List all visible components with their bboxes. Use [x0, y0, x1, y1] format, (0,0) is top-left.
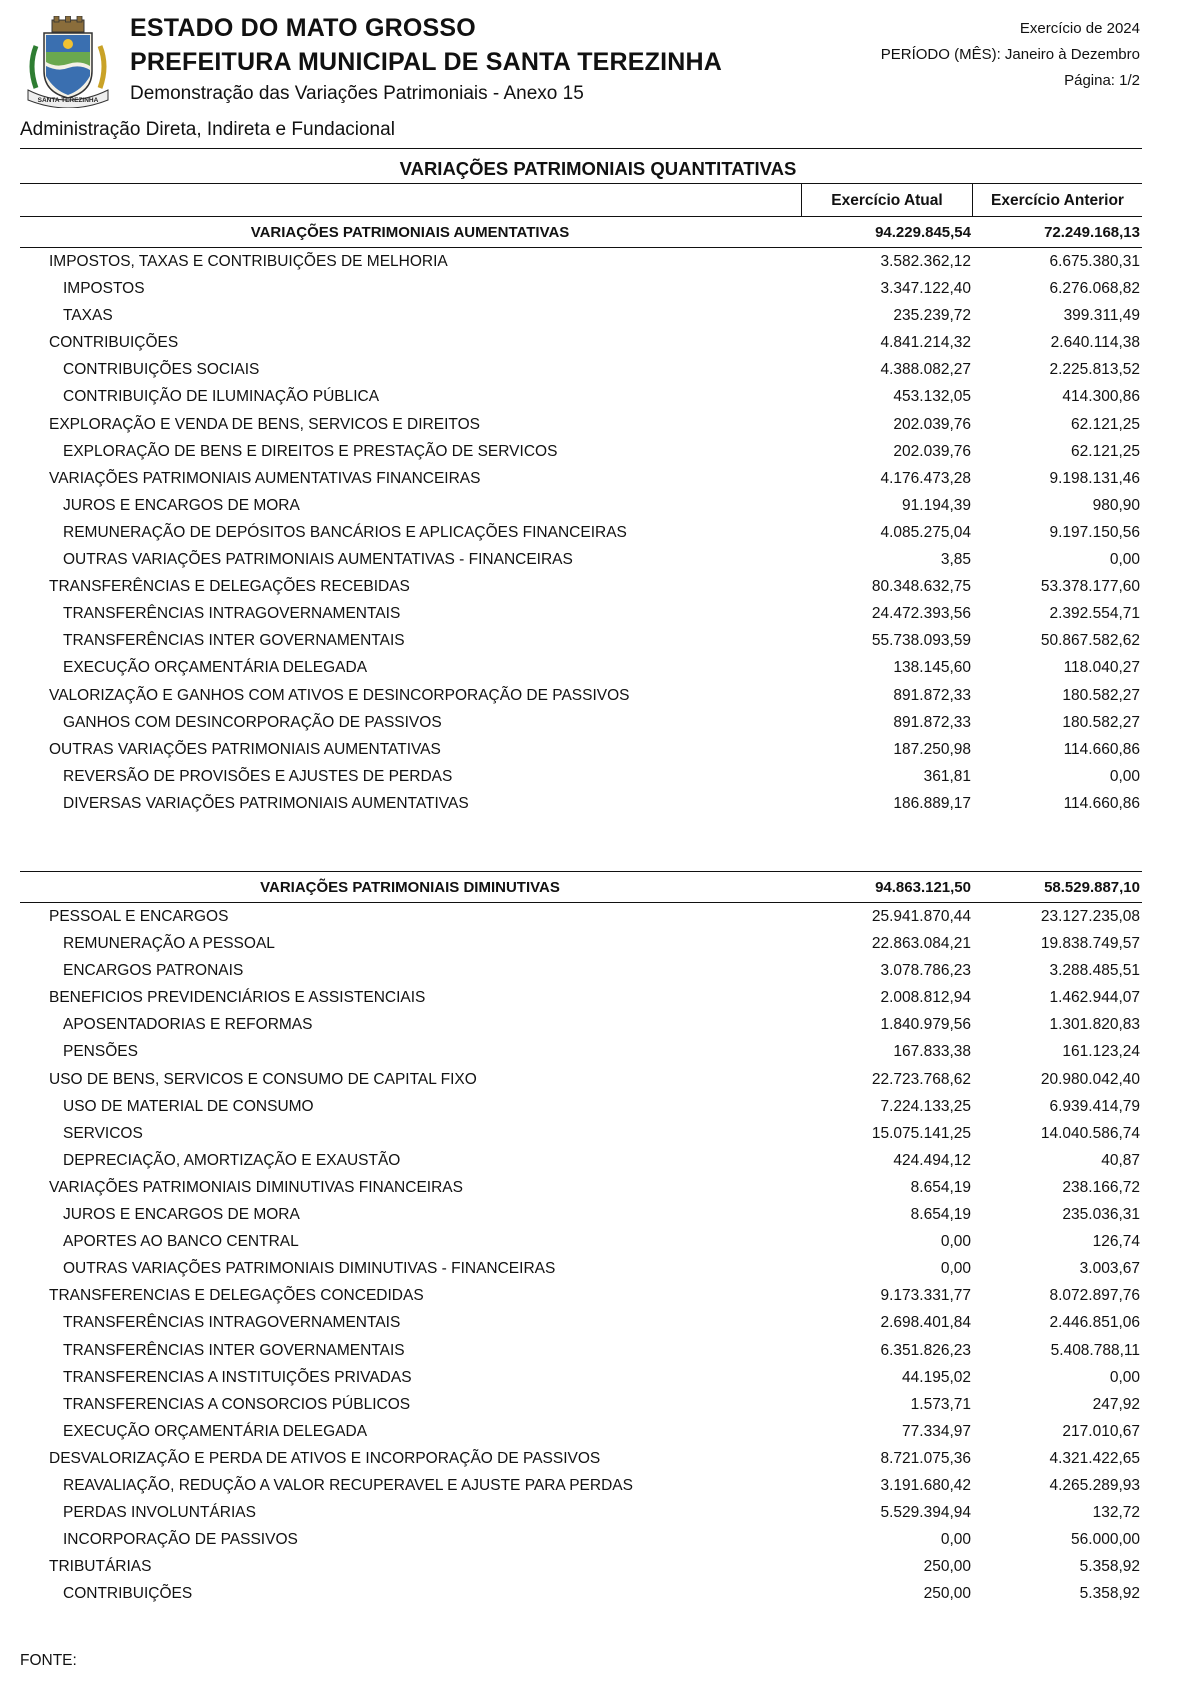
- row-previous-value: 6.675.380,31: [1049, 253, 1140, 270]
- row-previous-value: 126,74: [1092, 1233, 1140, 1251]
- table-row: [20, 1175, 1142, 1202]
- row-previous-value: 180.582,27: [1062, 686, 1140, 704]
- row-previous-value: 6.939.414,79: [1049, 1097, 1140, 1115]
- row-current-value: 891.872,33: [893, 686, 971, 704]
- table-row: [20, 628, 1142, 655]
- state-title: ESTADO DO MATO GROSSO: [130, 14, 476, 42]
- row-current-value: 22.723.768,62: [871, 1070, 971, 1088]
- row-current-value: 2.698.401,84: [880, 1314, 971, 1332]
- row-label: DEPRECIAÇÃO, AMORTIZAÇÃO E EXAUSTÃO: [63, 1151, 401, 1169]
- row-label: REVERSÃO DE PROVISÕES E AJUSTES DE PERDAS: [63, 767, 453, 785]
- row-current-value: 6.351.826,23: [880, 1341, 971, 1359]
- table-row: [20, 985, 1142, 1012]
- row-previous-value: 5.358,92: [1079, 1558, 1140, 1576]
- row-label: TRANSFERENCIAS A CONSORCIOS PÚBLICOS: [63, 1395, 411, 1413]
- table-row: [20, 1012, 1142, 1039]
- row-previous-value: 247,92: [1092, 1395, 1140, 1413]
- table-row: [20, 601, 1142, 628]
- row-current-value: 55.738.093,59: [871, 632, 971, 650]
- table-row: [20, 1094, 1142, 1121]
- table-row: [20, 276, 1142, 303]
- row-label: BENEFICIOS PREVIDENCIÁRIOS E ASSISTENCIAIS: [49, 989, 426, 1007]
- row-label: CONTRIBUIÇÕES: [63, 1585, 193, 1603]
- row-current-value: 0,00: [940, 1260, 971, 1278]
- row-label: TRANSFERÊNCIAS INTER GOVERNAMENTAIS: [63, 632, 405, 650]
- row-previous-value: 235.036,31: [1062, 1206, 1140, 1224]
- row-current-value: 5.529.394,94: [880, 1504, 971, 1522]
- table-row: [20, 764, 1142, 791]
- group-title: VARIAÇÕES PATRIMONIAIS DIMINUTIVAS: [260, 879, 560, 896]
- row-previous-value: 40,87: [1101, 1151, 1140, 1169]
- row-current-value: 202.039,76: [893, 415, 971, 433]
- row-previous-value: 2.446.851,06: [1049, 1314, 1140, 1332]
- table-row: [20, 1419, 1142, 1446]
- row-label: REMUNERAÇÃO A PESSOAL: [63, 935, 275, 953]
- row-previous-value: 132,72: [1092, 1504, 1140, 1522]
- row-label: ENCARGOS PATRONAIS: [63, 962, 244, 980]
- table-row: [20, 1446, 1142, 1473]
- table-row: [20, 683, 1142, 710]
- municipality-title: PREFEITURA MUNICIPAL DE SANTA TEREZINHA: [130, 48, 723, 76]
- row-previous-value: 4.321.422,65: [1049, 1449, 1140, 1467]
- row-label: VARIAÇÕES PATRIMONIAIS DIMINUTIVAS FINANCEIRAS: [49, 1178, 463, 1196]
- row-previous-value: 62.121,25: [1071, 442, 1140, 460]
- row-previous-value: 14.040.586,74: [1040, 1124, 1140, 1142]
- group-aumentativas-total: [20, 216, 1142, 247]
- row-previous-value: 53.378.177,60: [1040, 578, 1140, 596]
- table-row: [20, 791, 1142, 818]
- row-current-value: 3.347.122,40: [880, 280, 971, 298]
- row-label: APOSENTADORIAS E REFORMAS: [63, 1016, 313, 1034]
- row-current-value: 1.840.979,56: [880, 1016, 971, 1034]
- row-previous-value: 1.462.944,07: [1049, 989, 1140, 1007]
- row-current-value: 8.654,19: [910, 1178, 971, 1196]
- row-current-value: 8.654,19: [910, 1206, 971, 1224]
- row-current-value: 3.191.680,42: [880, 1476, 971, 1494]
- row-label: OUTRAS VARIAÇÕES PATRIMONIAIS AUMENTATIVAS - FINANCEIRAS: [63, 551, 573, 569]
- row-current-value: 80.348.632,75: [871, 578, 971, 596]
- row-label: PENSÕES: [63, 1043, 138, 1061]
- table-row: [20, 1067, 1142, 1094]
- row-current-value: 7.224.133,25: [880, 1097, 971, 1115]
- row-previous-value: 114.660,86: [1063, 740, 1140, 758]
- table-row: [20, 574, 1142, 601]
- table-row: [20, 1310, 1142, 1337]
- row-current-value: 3,85: [940, 551, 971, 569]
- row-label: EXPLORAÇÃO DE BENS E DIREITOS E PRESTAÇÃO DE SERVICOS: [63, 442, 558, 460]
- report-page: [20, 0, 1142, 1684]
- divider-top: [20, 148, 1142, 149]
- group-current-total: 94.229.845,54: [875, 224, 971, 241]
- row-label: CONTRIBUIÇÕES: [49, 334, 179, 352]
- row-current-value: 44.195,02: [902, 1368, 971, 1386]
- row-previous-value: 50.867.582,62: [1040, 632, 1140, 650]
- group-title: VARIAÇÕES PATRIMONIAIS AUMENTATIVAS: [250, 224, 570, 241]
- row-current-value: 453.132,05: [893, 388, 971, 406]
- row-current-value: 15.075.141,25: [871, 1124, 971, 1142]
- row-label: VALORIZAÇÃO E GANHOS COM ATIVOS E DESINCORPORAÇÃO DE PASSIVOS: [49, 686, 630, 704]
- row-label: DESVALORIZAÇÃO E PERDA DE ATIVOS E INCORPORAÇÃO DE PASSIVOS: [49, 1449, 601, 1467]
- table-row: [20, 1392, 1142, 1419]
- row-label: CONTRIBUIÇÕES SOCIAIS: [63, 361, 260, 379]
- row-current-value: 22.863.084,21: [871, 935, 971, 953]
- row-previous-value: 56.000,00: [1071, 1531, 1140, 1549]
- row-label: IMPOSTOS: [63, 280, 145, 298]
- row-current-value: 1.573,71: [910, 1395, 971, 1413]
- administration-scope: Administração Direta, Indireta e Fundacional: [20, 119, 395, 140]
- row-current-value: 424.494,12: [893, 1151, 971, 1169]
- row-label: TRANSFERÊNCIAS INTRAGOVERNAMENTAIS: [63, 1314, 401, 1332]
- row-previous-value: 217.010,67: [1062, 1422, 1140, 1440]
- row-label: REMUNERAÇÃO DE DEPÓSITOS BANCÁRIOS E APLICAÇÕES FINANCEIRAS: [63, 523, 627, 541]
- row-previous-value: 161.123,24: [1062, 1043, 1140, 1061]
- row-current-value: 4.085.275,04: [880, 523, 971, 541]
- row-previous-value: 3.288.485,51: [1049, 962, 1140, 980]
- row-label: TAXAS: [63, 307, 113, 325]
- row-label: USO DE BENS, SERVICOS E CONSUMO DE CAPITAL FIXO: [49, 1070, 477, 1088]
- table-row: [20, 412, 1142, 439]
- table-row: [20, 904, 1142, 931]
- table-row: [20, 655, 1142, 682]
- row-label: INCORPORAÇÃO DE PASSIVOS: [63, 1531, 298, 1549]
- row-current-value: 202.039,76: [893, 442, 971, 460]
- row-previous-value: 118.040,27: [1063, 659, 1140, 677]
- row-label: REAVALIAÇÃO, REDUÇÃO A VALOR RECUPERAVEL E AJUSTE PARA PERDAS: [63, 1476, 633, 1494]
- row-label: JUROS E ENCARGOS DE MORA: [63, 1206, 300, 1224]
- aumentativas-rows: [20, 249, 1142, 818]
- row-current-value: 25.941.870,44: [871, 908, 971, 925]
- table-row: [20, 384, 1142, 411]
- table-row: [20, 1365, 1142, 1392]
- row-previous-value: 2.225.813,52: [1049, 361, 1140, 379]
- row-previous-value: 2.640.114,38: [1050, 334, 1140, 352]
- row-current-value: 235.239,72: [893, 307, 971, 325]
- row-label: APORTES AO BANCO CENTRAL: [63, 1233, 299, 1251]
- row-previous-value: 62.121,25: [1071, 415, 1140, 433]
- row-previous-value: 3.003,67: [1079, 1260, 1140, 1278]
- table-row: [20, 1256, 1142, 1283]
- diminutivas-rows: [20, 904, 1142, 1608]
- table-row: [20, 710, 1142, 737]
- exercise-year: Exercício de 2024: [1019, 20, 1140, 37]
- table-row: [20, 1500, 1142, 1527]
- row-label: VARIAÇÕES PATRIMONIAIS AUMENTATIVAS FINANCEIRAS: [49, 469, 481, 487]
- period: PERÍODO (MÊS): Janeiro à Dezembro: [880, 46, 1140, 63]
- row-label: PERDAS INVOLUNTÁRIAS: [63, 1504, 256, 1522]
- table-row: [20, 1202, 1142, 1229]
- table-row: [20, 1121, 1142, 1148]
- row-label: TRANSFERENCIAS A INSTITUIÇÕES PRIVADAS: [63, 1368, 412, 1386]
- row-label: PESSOAL E ENCARGOS: [49, 908, 229, 925]
- table-row: [20, 249, 1142, 276]
- row-current-value: 361,81: [923, 767, 971, 785]
- table-row: [20, 1283, 1142, 1310]
- divider-group-aumentativas: [20, 247, 1142, 248]
- row-current-value: 250,00: [923, 1558, 971, 1576]
- section-title: VARIAÇÕES PATRIMONIAIS QUANTITATIVAS: [399, 158, 797, 179]
- row-current-value: 0,00: [940, 1531, 971, 1549]
- row-previous-value: 114.660,86: [1063, 794, 1140, 812]
- table-row: [20, 1554, 1142, 1581]
- row-label: TRANSFERENCIAS E DELEGAÇÕES CONCEDIDAS: [49, 1287, 424, 1305]
- row-label: EXECUÇÃO ORÇAMENTÁRIA DELEGADA: [63, 659, 368, 677]
- group-previous-total: 58.529.887,10: [1044, 879, 1140, 896]
- table-row: [20, 330, 1142, 357]
- row-label: TRANSFERÊNCIAS INTRAGOVERNAMENTAIS: [63, 605, 401, 623]
- table-row: [20, 520, 1142, 547]
- table-row: [20, 1148, 1142, 1175]
- divider-section: [20, 183, 1142, 184]
- row-label: JUROS E ENCARGOS DE MORA: [63, 496, 300, 514]
- table-row: [20, 493, 1142, 520]
- row-previous-value: 4.265.289,93: [1049, 1476, 1140, 1494]
- row-label: CONTRIBUIÇÃO DE ILUMINAÇÃO PÚBLICA: [63, 388, 380, 406]
- row-current-value: 0,00: [940, 1233, 971, 1251]
- divider-group-diminutivas: [20, 902, 1142, 903]
- row-current-value: 4.841.214,32: [880, 334, 971, 352]
- column-header-current: Exercício Atual: [831, 192, 943, 209]
- logo-ribbon-text: SANTA TEREZINHA: [37, 97, 99, 104]
- row-current-value: 4.176.473,28: [880, 469, 971, 487]
- row-current-value: 138.145,60: [893, 659, 971, 677]
- row-previous-value: 0,00: [1109, 767, 1140, 785]
- row-previous-value: 1.301.820,83: [1049, 1016, 1140, 1034]
- row-previous-value: 8.072.897,76: [1049, 1287, 1140, 1305]
- row-current-value: 3.582.362,12: [880, 253, 971, 270]
- coat-of-arms-logo: [22, 16, 114, 108]
- row-previous-value: 0,00: [1109, 551, 1140, 569]
- row-previous-value: 238.166,72: [1062, 1178, 1140, 1196]
- row-current-value: 3.078.786,23: [880, 962, 971, 980]
- table-row: [20, 1473, 1142, 1500]
- page-number: Página: 1/2: [1064, 72, 1140, 89]
- table-row: [20, 357, 1142, 384]
- row-label: EXPLORAÇÃO E VENDA DE BENS, SERVICOS E DIREITOS: [49, 415, 480, 433]
- row-current-value: 9.173.331,77: [880, 1287, 971, 1305]
- table-row: [20, 1338, 1142, 1365]
- group-current-total: 94.863.121,50: [875, 879, 971, 896]
- row-current-value: 91.194,39: [902, 496, 971, 514]
- row-label: USO DE MATERIAL DE CONSUMO: [63, 1097, 314, 1115]
- table-row: [20, 958, 1142, 985]
- row-label: OUTRAS VARIAÇÕES PATRIMONIAIS AUMENTATIVAS: [49, 740, 441, 758]
- row-previous-value: 399.311,49: [1063, 307, 1140, 325]
- row-current-value: 167.833,38: [893, 1043, 971, 1061]
- row-previous-value: 414.300,86: [1062, 388, 1140, 406]
- row-current-value: 24.472.393,56: [871, 605, 971, 623]
- row-current-value: 77.334,97: [902, 1422, 971, 1440]
- table-row: [20, 737, 1142, 764]
- row-previous-value: 20.980.042,40: [1040, 1070, 1140, 1088]
- row-previous-value: 23.127.235,08: [1040, 908, 1140, 925]
- row-label: TRIBUTÁRIAS: [49, 1558, 152, 1576]
- row-current-value: 187.250,98: [893, 740, 971, 758]
- row-label: IMPOSTOS, TAXAS E CONTRIBUIÇÕES DE MELHORIA: [49, 253, 448, 270]
- row-previous-value: 19.838.749,57: [1040, 935, 1140, 953]
- group-diminutivas-total: [20, 871, 1142, 902]
- row-current-value: 186.889,17: [893, 794, 971, 812]
- row-label: EXECUÇÃO ORÇAMENTÁRIA DELEGADA: [63, 1422, 368, 1440]
- row-previous-value: 180.582,27: [1062, 713, 1140, 731]
- row-current-value: 2.008.812,94: [880, 989, 971, 1007]
- table-row: [20, 547, 1142, 574]
- table-row: [20, 466, 1142, 493]
- group-previous-total: 72.249.168,13: [1044, 224, 1140, 241]
- row-current-value: 4.388.082,27: [880, 361, 971, 379]
- row-previous-value: 2.392.554,71: [1049, 605, 1140, 623]
- row-previous-value: 9.198.131,46: [1049, 469, 1140, 487]
- row-previous-value: 6.276.068,82: [1049, 280, 1140, 298]
- row-label: TRANSFERÊNCIAS INTER GOVERNAMENTAIS: [63, 1341, 405, 1359]
- row-label: DIVERSAS VARIAÇÕES PATRIMONIAIS AUMENTATIVAS: [63, 794, 469, 812]
- row-label: GANHOS COM DESINCORPORAÇÃO DE PASSIVOS: [63, 713, 442, 731]
- row-label: TRANSFERÊNCIAS E DELEGAÇÕES RECEBIDAS: [49, 578, 410, 596]
- table-row: [20, 1039, 1142, 1066]
- source-label: FONTE:: [20, 1652, 77, 1669]
- row-label: OUTRAS VARIAÇÕES PATRIMONIAIS DIMINUTIVAS - FINANCEIRAS: [63, 1260, 556, 1278]
- report-meta: [881, 16, 1140, 94]
- table-row: [20, 1527, 1142, 1554]
- table-row: [20, 1229, 1142, 1256]
- table-row: [20, 439, 1142, 466]
- row-label: SERVICOS: [63, 1124, 143, 1142]
- row-previous-value: 980,90: [1092, 496, 1140, 514]
- row-previous-value: 0,00: [1109, 1368, 1140, 1386]
- row-previous-value: 5.408.788,11: [1050, 1341, 1140, 1359]
- table-row: [20, 303, 1142, 330]
- row-previous-value: 9.197.150,56: [1049, 523, 1140, 541]
- report-name: Demonstração das Variações Patrimoniais - Anexo 15: [130, 83, 584, 104]
- row-current-value: 891.872,33: [893, 713, 971, 731]
- column-header-previous: Exercício Anterior: [991, 192, 1124, 209]
- table-row: [20, 1581, 1142, 1608]
- row-current-value: 250,00: [923, 1585, 971, 1603]
- row-previous-value: 5.358,92: [1079, 1585, 1140, 1603]
- table-row: [20, 931, 1142, 958]
- row-current-value: 8.721.075,36: [880, 1449, 971, 1467]
